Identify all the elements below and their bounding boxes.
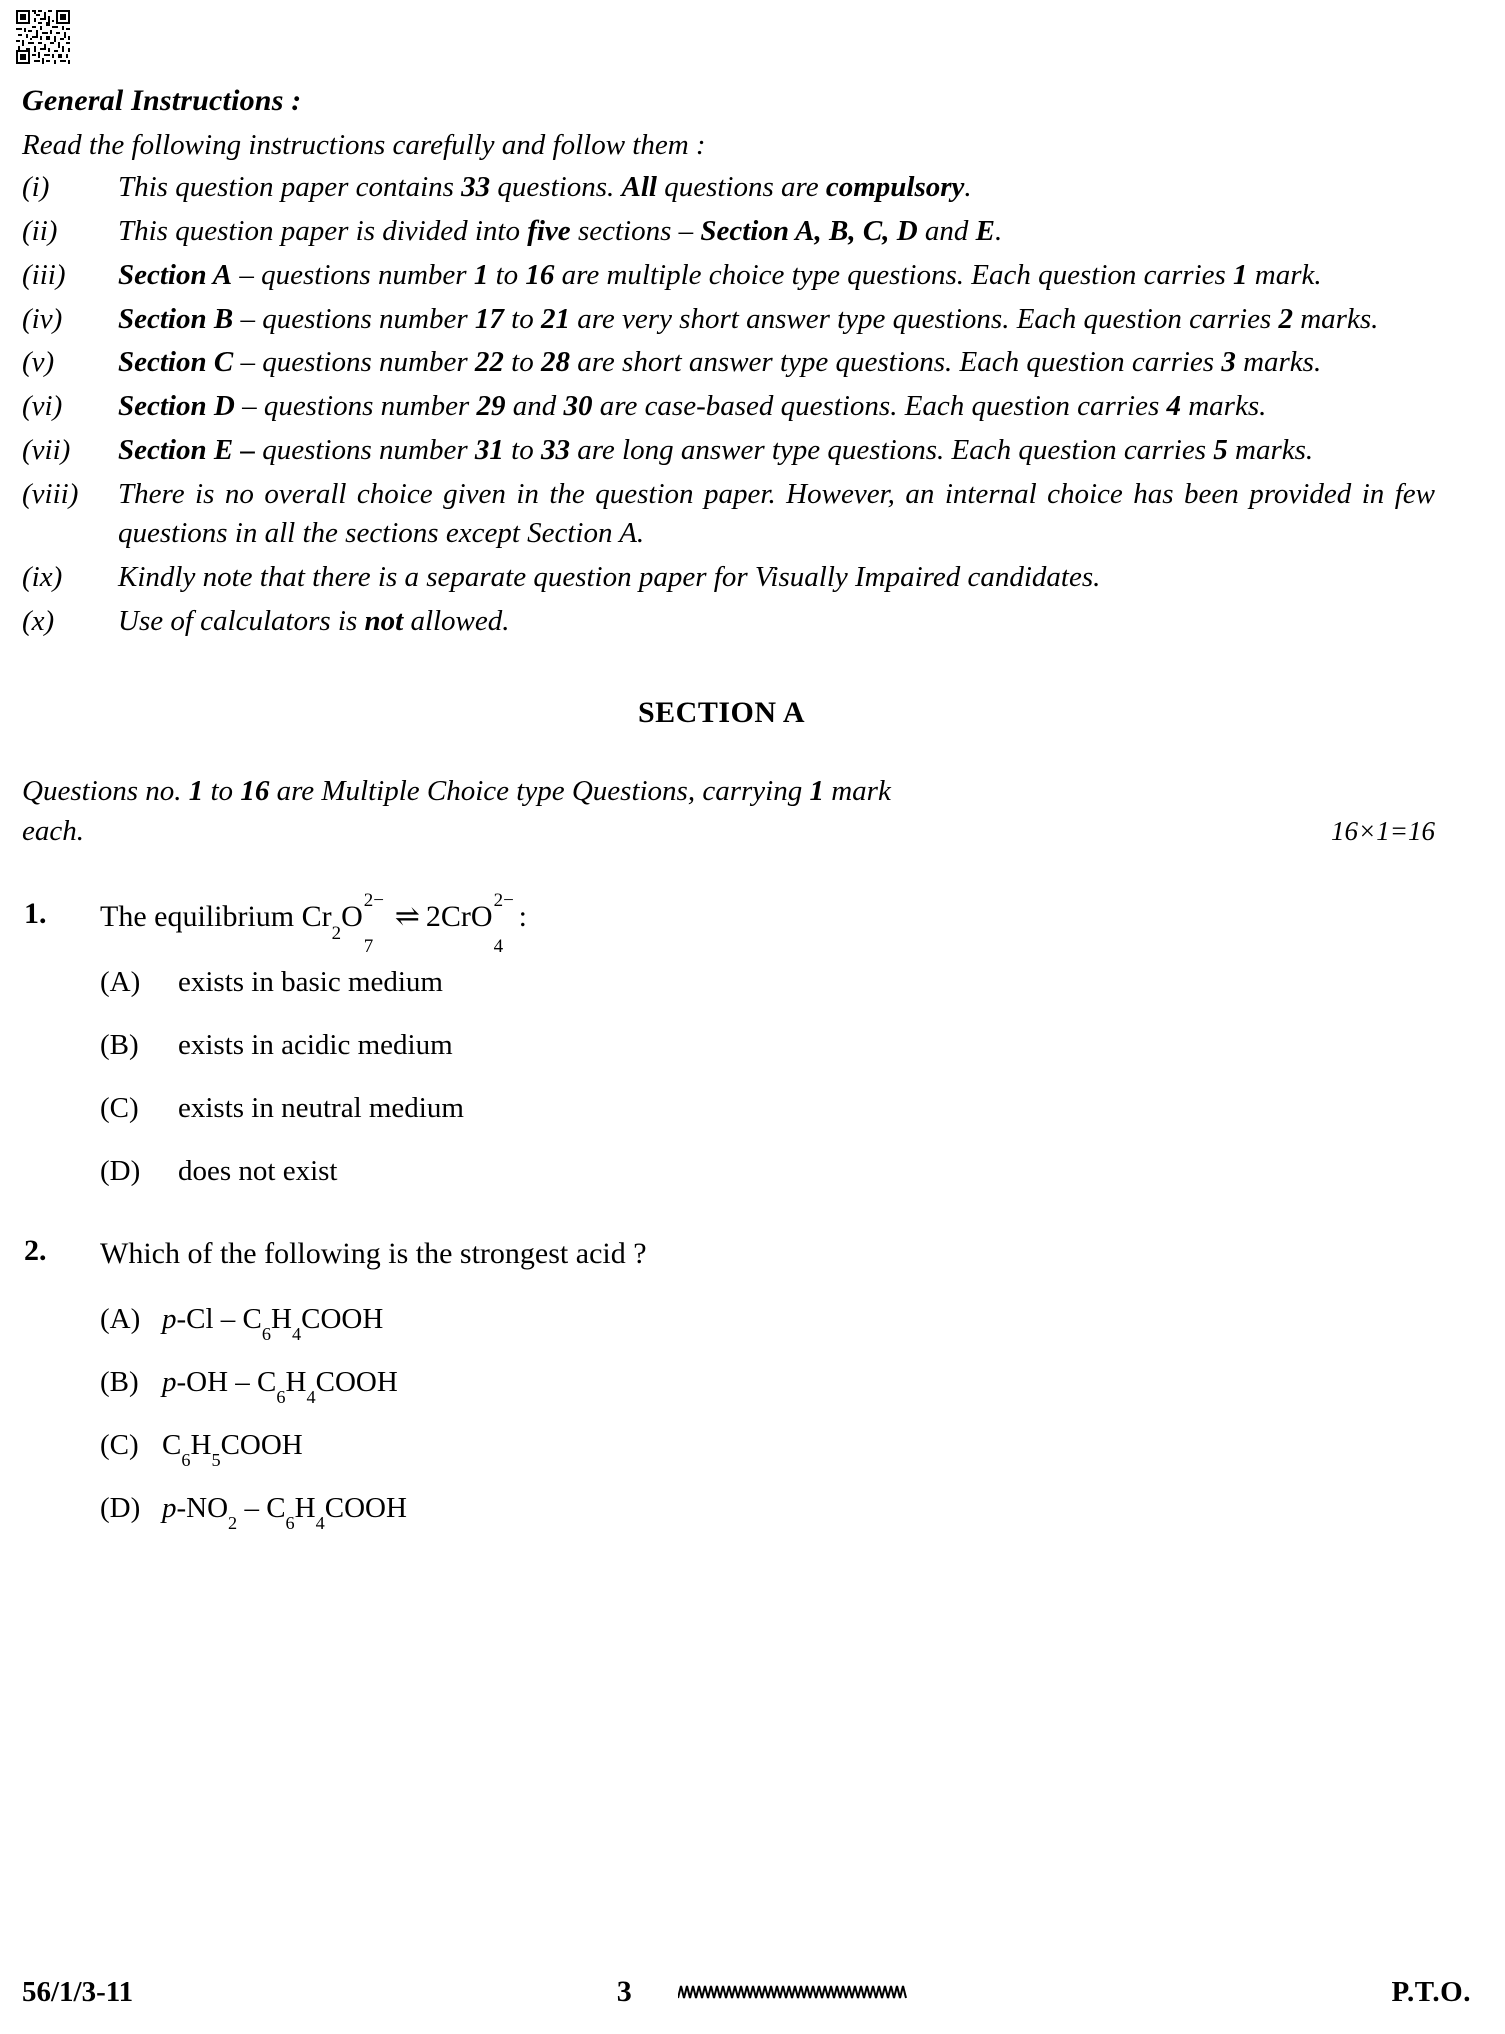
option-formula: $p-NO_2$ – $C_6H_4COOH$ xyxy=(162,1491,407,1534)
option-tag: (C) xyxy=(100,1091,139,1124)
option-text: exists in neutral medium xyxy=(178,1091,464,1124)
question-1-formula-dichromate: $Cr_2O$ 2− 7 xyxy=(301,890,384,957)
instruction-number: (x) xyxy=(22,604,55,637)
question-1-body xyxy=(100,890,1435,1188)
option-text: exists in basic medium xyxy=(178,965,443,998)
instruction-item xyxy=(18,343,1435,382)
option-item[interactable] xyxy=(100,1155,1435,1188)
instruction-number: (v) xyxy=(22,346,55,379)
instruction-item xyxy=(18,431,1435,470)
zigzag-rule-icon xyxy=(678,1981,908,2003)
instruction-number: (viii) xyxy=(22,478,79,511)
instruction-item xyxy=(18,558,1435,597)
option-item[interactable] xyxy=(100,966,1435,999)
option-tag: (D) xyxy=(100,1154,141,1187)
instruction-text: Section E – questions number 31 to 33 are long answer type questions. Each question carries 5 marks. xyxy=(118,434,1314,467)
option-item[interactable] xyxy=(100,1428,1435,1471)
instruction-number: (iv) xyxy=(22,302,63,335)
question-1-formula-chromate: 2CrO 2− 4 xyxy=(425,890,514,957)
question-1-number: 1. xyxy=(24,896,47,930)
section-a-title: SECTION A xyxy=(637,696,806,730)
option-tag: (B) xyxy=(100,1028,139,1061)
instruction-item xyxy=(18,602,1435,641)
instruction-item xyxy=(18,168,1435,207)
instruction-text: Kindly note that there is a separate question paper for Visually Impaired candidates. xyxy=(118,560,1101,593)
instruction-text: Section A – questions number 1 to 16 are multiple choice type questions. Each question carries 1 mark. xyxy=(118,258,1322,291)
option-item[interactable] xyxy=(100,1092,1435,1125)
instruction-text: Section C – questions number 22 to 28 are short answer type questions. Each question carries 3 marks. xyxy=(118,346,1322,379)
qr-code-icon xyxy=(14,8,72,66)
option-item[interactable] xyxy=(100,1365,1435,1408)
option-item[interactable] xyxy=(100,1491,1435,1534)
question-1-stem-colon: : xyxy=(518,899,527,933)
instruction-text: Section D – questions number 29 and 30 are case-based questions. Each question carries 4 marks. xyxy=(118,390,1267,423)
instruction-number: (i) xyxy=(22,171,50,203)
general-instructions-title: General Instructions : xyxy=(22,84,302,117)
instruction-number: (ii) xyxy=(22,214,58,247)
paper-code: 56/1/3-11 xyxy=(22,1975,134,2008)
instruction-number: (vi) xyxy=(22,390,63,423)
read-instructions-line: Read the following instructions carefully and follow them : xyxy=(22,129,706,161)
instruction-number: (iii) xyxy=(22,258,66,291)
section-a-intro-line1: Questions no. 1 to 16 are Multiple Choice type Questions, carrying 1 mark xyxy=(22,775,891,808)
section-a-intro-line2 xyxy=(22,812,1435,851)
instruction-number: (vii) xyxy=(22,434,71,467)
instruction-text: Use of calculators is not allowed. xyxy=(118,604,510,637)
option-item[interactable] xyxy=(100,1302,1435,1345)
option-tag: (C) xyxy=(100,1428,139,1461)
question-1-stem xyxy=(100,890,1435,957)
pto-label: P.T.O. xyxy=(1391,1975,1471,2008)
question-1-stem-prefix: The equilibrium xyxy=(100,899,295,933)
option-text: does not exist xyxy=(178,1154,338,1187)
instruction-text: There is no overall choice given in the question paper. However, an internal choice has been provided in few questions in all the sections except Section A. xyxy=(118,478,1435,549)
instruction-item xyxy=(18,212,1435,251)
instruction-text: This question paper is divided into five sections – Section A, B, C, D and E. xyxy=(118,214,1003,247)
option-formula: $p-OH - C_6H_4COOH$ xyxy=(162,1365,398,1408)
question-2 xyxy=(18,1233,1435,1534)
option-tag: (B) xyxy=(100,1365,139,1398)
section-a-marks: 16×1=16 xyxy=(1331,815,1435,846)
instruction-text: Section B – questions number 17 to 21 are very short answer type questions. Each question carries 2 marks. xyxy=(118,302,1379,335)
section-a-intro xyxy=(18,772,1435,850)
option-formula: $C_6H_5COOH$ xyxy=(162,1428,303,1471)
instruction-item xyxy=(18,256,1435,295)
option-item[interactable] xyxy=(100,1029,1435,1062)
instruction-item xyxy=(18,387,1435,426)
question-1 xyxy=(18,890,1435,1188)
option-formula: $p-Cl - C_6H_4COOH$ xyxy=(162,1302,384,1345)
page-footer xyxy=(0,1964,1505,2020)
question-2-number: 2. xyxy=(24,1233,47,1267)
question-2-options xyxy=(100,1302,1435,1534)
option-tag: (A) xyxy=(100,965,141,998)
instruction-number: (ix) xyxy=(22,560,63,593)
option-text: exists in acidic medium xyxy=(178,1028,453,1061)
question-1-options xyxy=(100,966,1435,1188)
equilibrium-arrow-icon: ⇌ xyxy=(394,899,420,933)
instruction-item xyxy=(18,300,1435,339)
instruction-item xyxy=(18,475,1435,553)
option-tag: (A) xyxy=(100,1302,141,1335)
footer-center xyxy=(133,1975,1391,2009)
section-a-intro-each: each. xyxy=(22,814,84,847)
instruction-text: This question paper contains 33 questions. All questions are compulsory. xyxy=(118,171,972,203)
option-tag: (D) xyxy=(100,1491,141,1524)
page-number: 3 xyxy=(616,1975,632,2008)
instructions-list xyxy=(18,168,1435,640)
question-2-stem: Which of the following is the strongest acid ? xyxy=(100,1236,647,1270)
question-2-body xyxy=(100,1234,1435,1534)
